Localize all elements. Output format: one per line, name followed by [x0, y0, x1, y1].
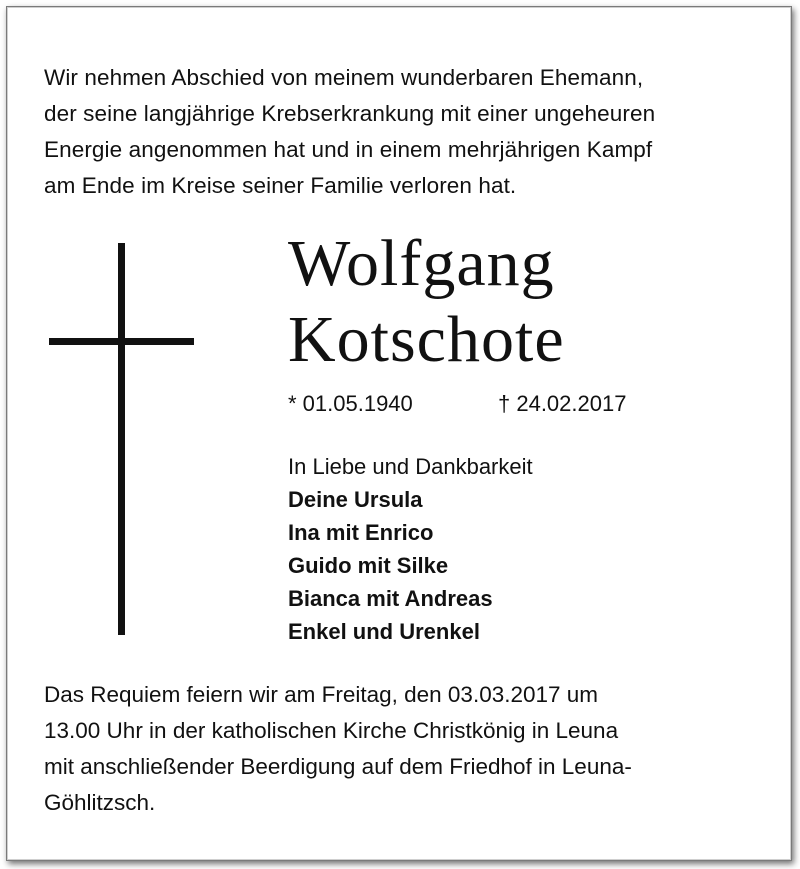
cross-icon	[118, 243, 125, 635]
mourner-name: Guido mit Silke	[288, 553, 449, 578]
deceased-name	[288, 226, 565, 378]
mourner-name: Enkel und Urenkel	[288, 619, 480, 644]
service-text	[44, 677, 764, 821]
intro-line: Energie angenommen hat und in einem mehrjährigen Kampf	[44, 137, 653, 162]
intro-line: am Ende im Kreise seiner Familie verloren hat.	[44, 173, 517, 198]
mourner-name: Bianca mit Andreas	[288, 586, 493, 611]
birth-date: * 01.05.1940	[288, 391, 413, 416]
mourners-list	[288, 450, 533, 648]
mourner-name: Deine Ursula	[288, 487, 423, 512]
mourners-intro: In Liebe und Dankbarkeit	[288, 454, 533, 479]
intro-line: der seine langjährige Krebserkrankung mit einer ungeheuren	[44, 101, 656, 126]
first-name: Wolfgang	[288, 227, 555, 300]
death-date: † 24.02.2017	[498, 391, 627, 416]
service-line: mit anschließender Beerdigung auf dem Friedhof in Leuna-	[44, 754, 632, 779]
mourner-name: Ina mit Enrico	[288, 520, 434, 545]
cross-icon-bar	[49, 338, 194, 345]
intro-line: Wir nehmen Abschied von meinem wunderbaren Ehemann,	[44, 65, 644, 90]
life-dates	[288, 390, 627, 418]
service-line: 13.00 Uhr in der katholischen Kirche Christkönig in Leuna	[44, 718, 619, 743]
last-name: Kotschote	[288, 303, 565, 376]
service-line: Göhlitzsch.	[44, 790, 156, 815]
intro-text	[44, 60, 764, 204]
service-line: Das Requiem feiern wir am Freitag, den 03.03.2017 um	[44, 682, 599, 707]
